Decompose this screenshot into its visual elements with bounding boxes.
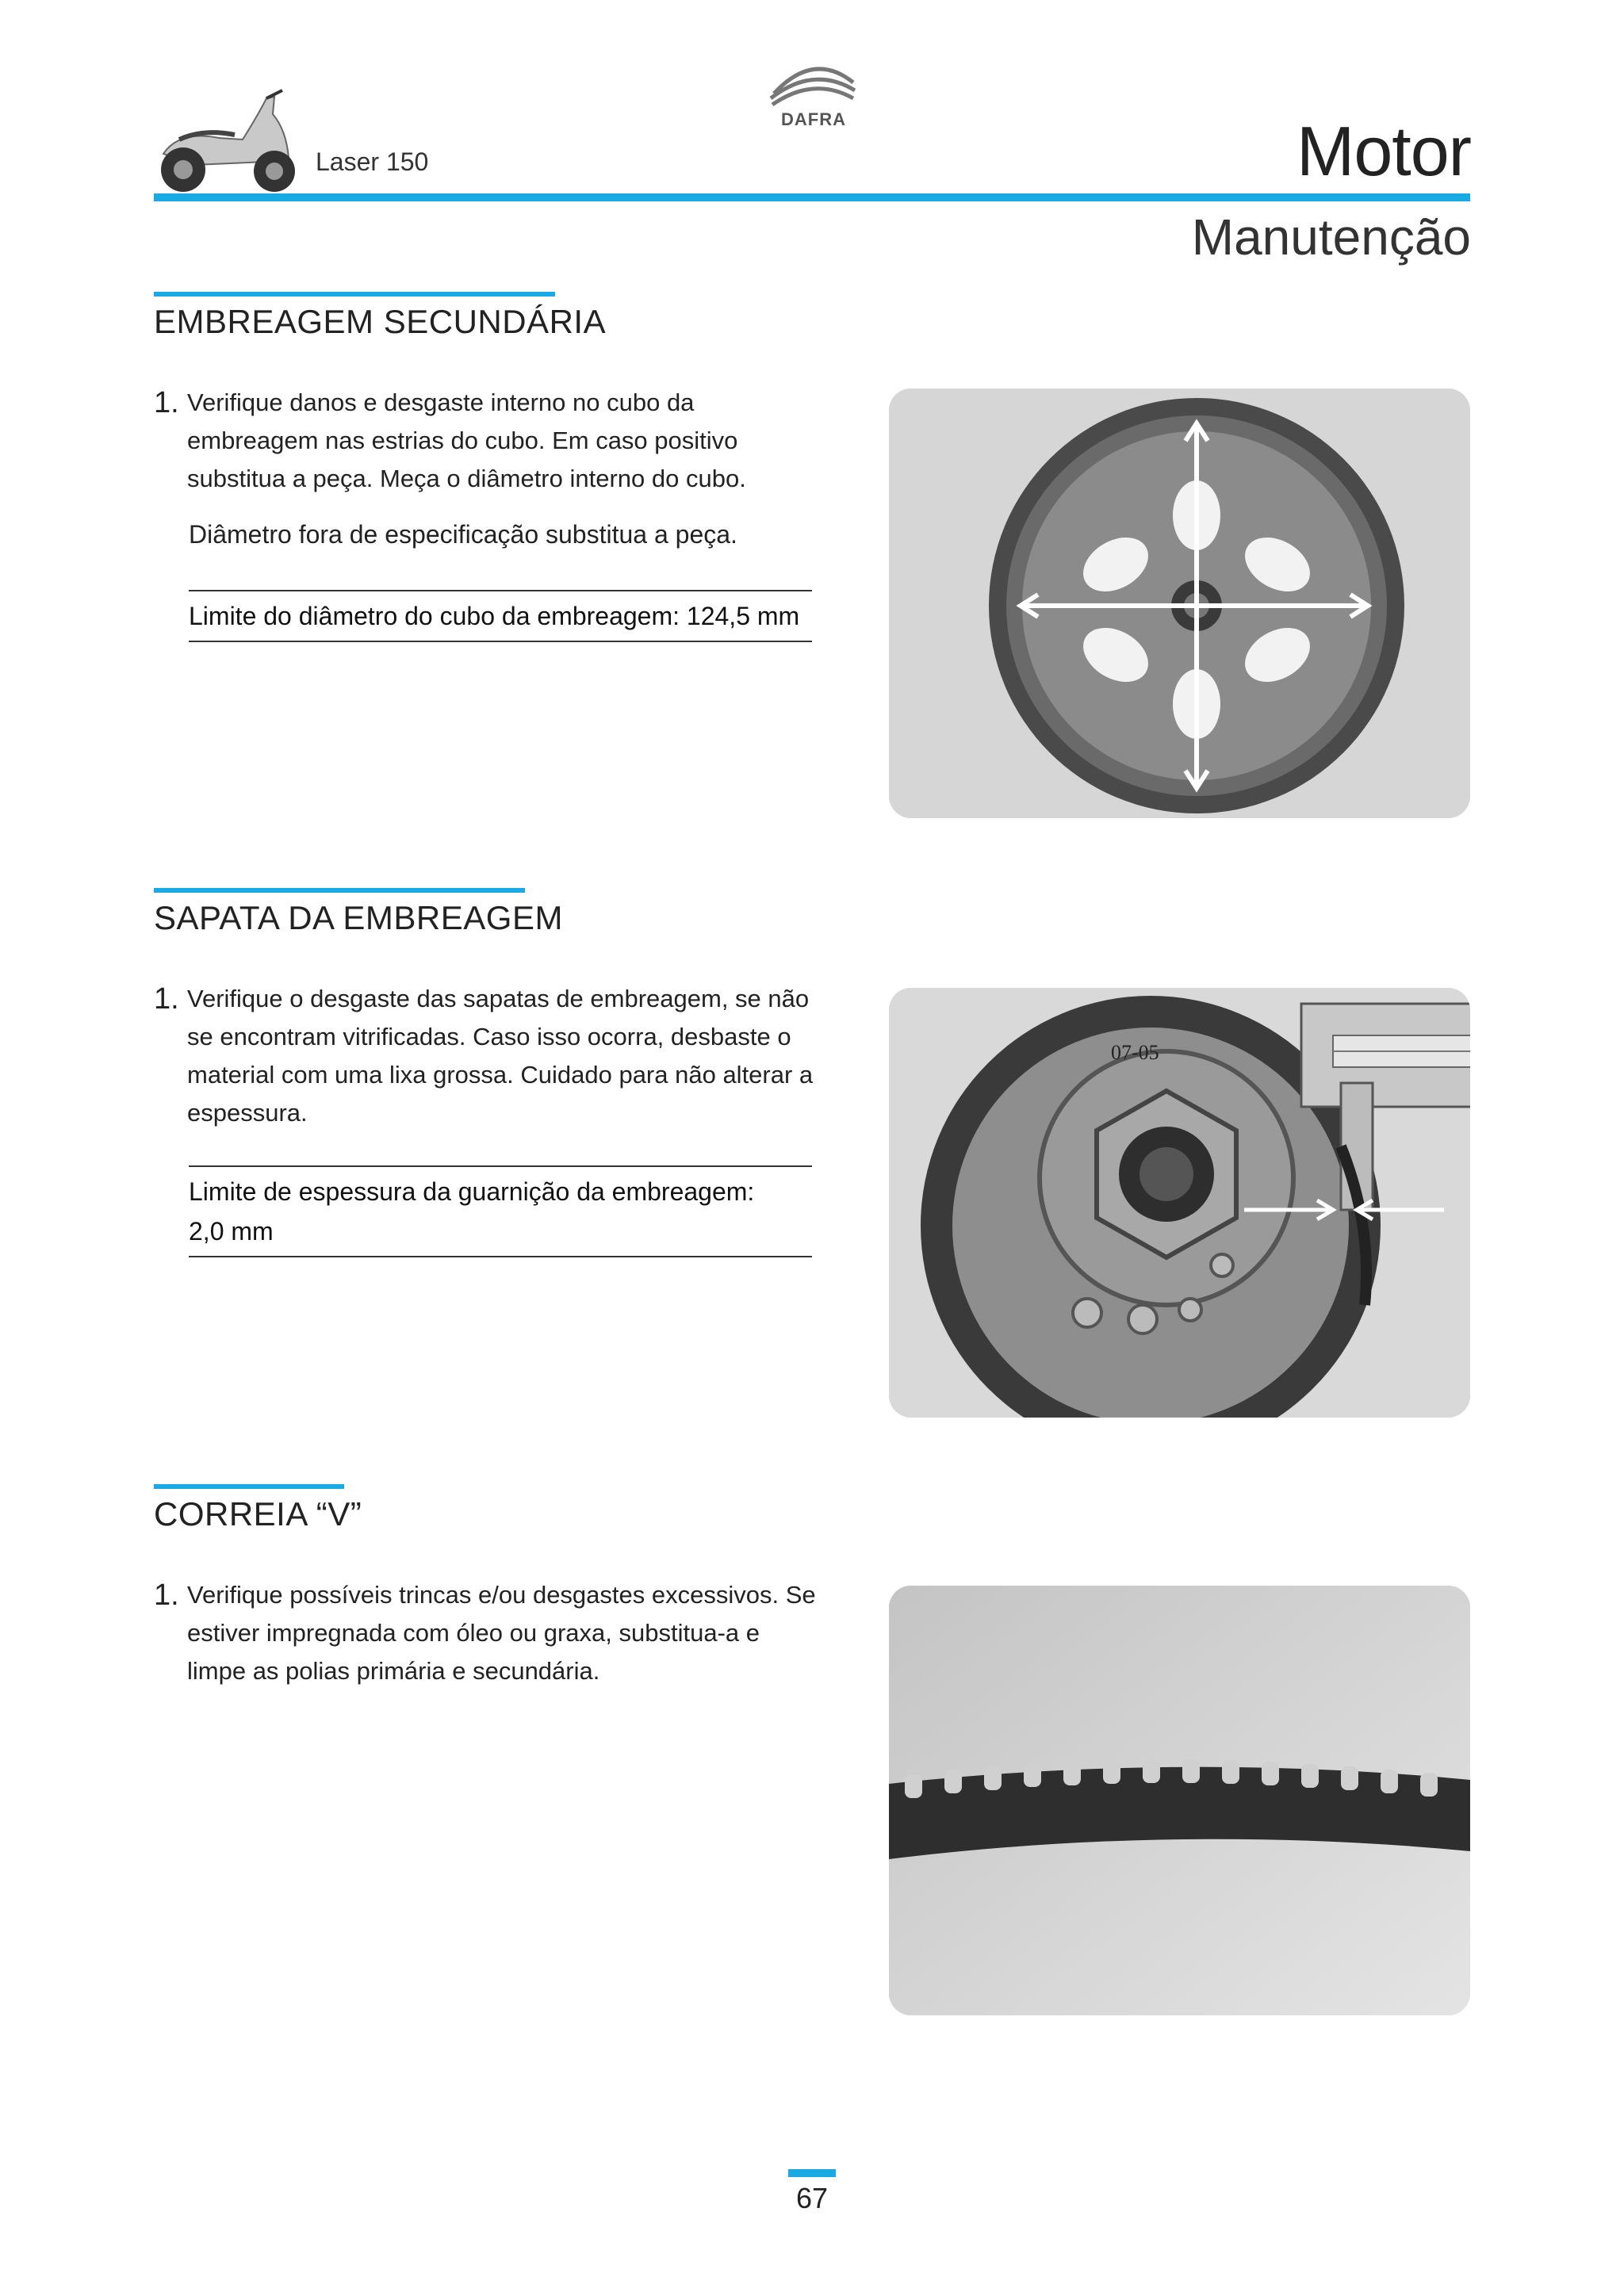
section-2-bar <box>154 888 525 893</box>
dafra-logo-icon <box>768 59 860 109</box>
header-rule <box>154 193 1470 201</box>
step-text: Verifique o desgaste das sapatas de embreagem, se não se encontram vitrificadas. Caso isso ocorra, desbaste o material com uma lixa grossa. Cuidado para não alterar a espessura. <box>187 985 814 1127</box>
section-3-bar <box>154 1484 344 1489</box>
subchapter-title: Manutenção <box>1191 209 1471 266</box>
spec-line-2: 2,0 mm <box>189 1217 274 1246</box>
model-name: Laser 150 <box>316 147 429 176</box>
section-1-title: EMBREAGEM SECUNDÁRIA <box>154 303 607 340</box>
section-3-step <box>154 1576 820 1690</box>
section-3-title: CORREIA “V” <box>154 1495 362 1533</box>
spec-line-1: Limite de espessura da guarnição da embreagem: <box>189 1177 755 1206</box>
section-2-spec <box>189 1165 812 1257</box>
section-1-note: Diâmetro fora de especificação substitua a peça. <box>189 520 737 549</box>
page-number: 67 <box>795 2182 829 2214</box>
section-2-step <box>154 980 820 1132</box>
step-text: Verifique danos e desgaste interno no cubo da embreagem nas estrias do cubo. Em caso positivo substitua a peça. Meça o diâmetro interno do cubo. <box>187 388 746 492</box>
v-belt-photo <box>889 1586 1470 2015</box>
step-number: 1. <box>154 982 179 1016</box>
step-number: 1. <box>154 386 179 419</box>
section-2-title: SAPATA DA EMBREAGEM <box>154 899 563 936</box>
dafra-logo <box>768 59 860 136</box>
clutch-hub-photo <box>889 388 1470 818</box>
step-text: Verifique possíveis trincas e/ou desgastes excessivos. Se estiver impregnada com óleo ou graxa, substitua-a e limpe as polias primária e secundária. <box>187 1581 816 1685</box>
page-number-bar <box>788 2169 836 2177</box>
section-1-bar <box>154 292 555 297</box>
section-1-spec: Limite do diâmetro do cubo da embreagem: 124,5 mm <box>189 590 812 642</box>
part-marking: 07-05 <box>1111 1041 1159 1064</box>
scooter-illustration <box>147 82 306 198</box>
chapter-title: Motor <box>1297 112 1471 190</box>
clutch-shoe-photo <box>889 988 1470 1418</box>
brand-name: DAFRA <box>781 109 846 129</box>
section-1-step <box>154 384 820 498</box>
step-number: 1. <box>154 1578 179 1612</box>
